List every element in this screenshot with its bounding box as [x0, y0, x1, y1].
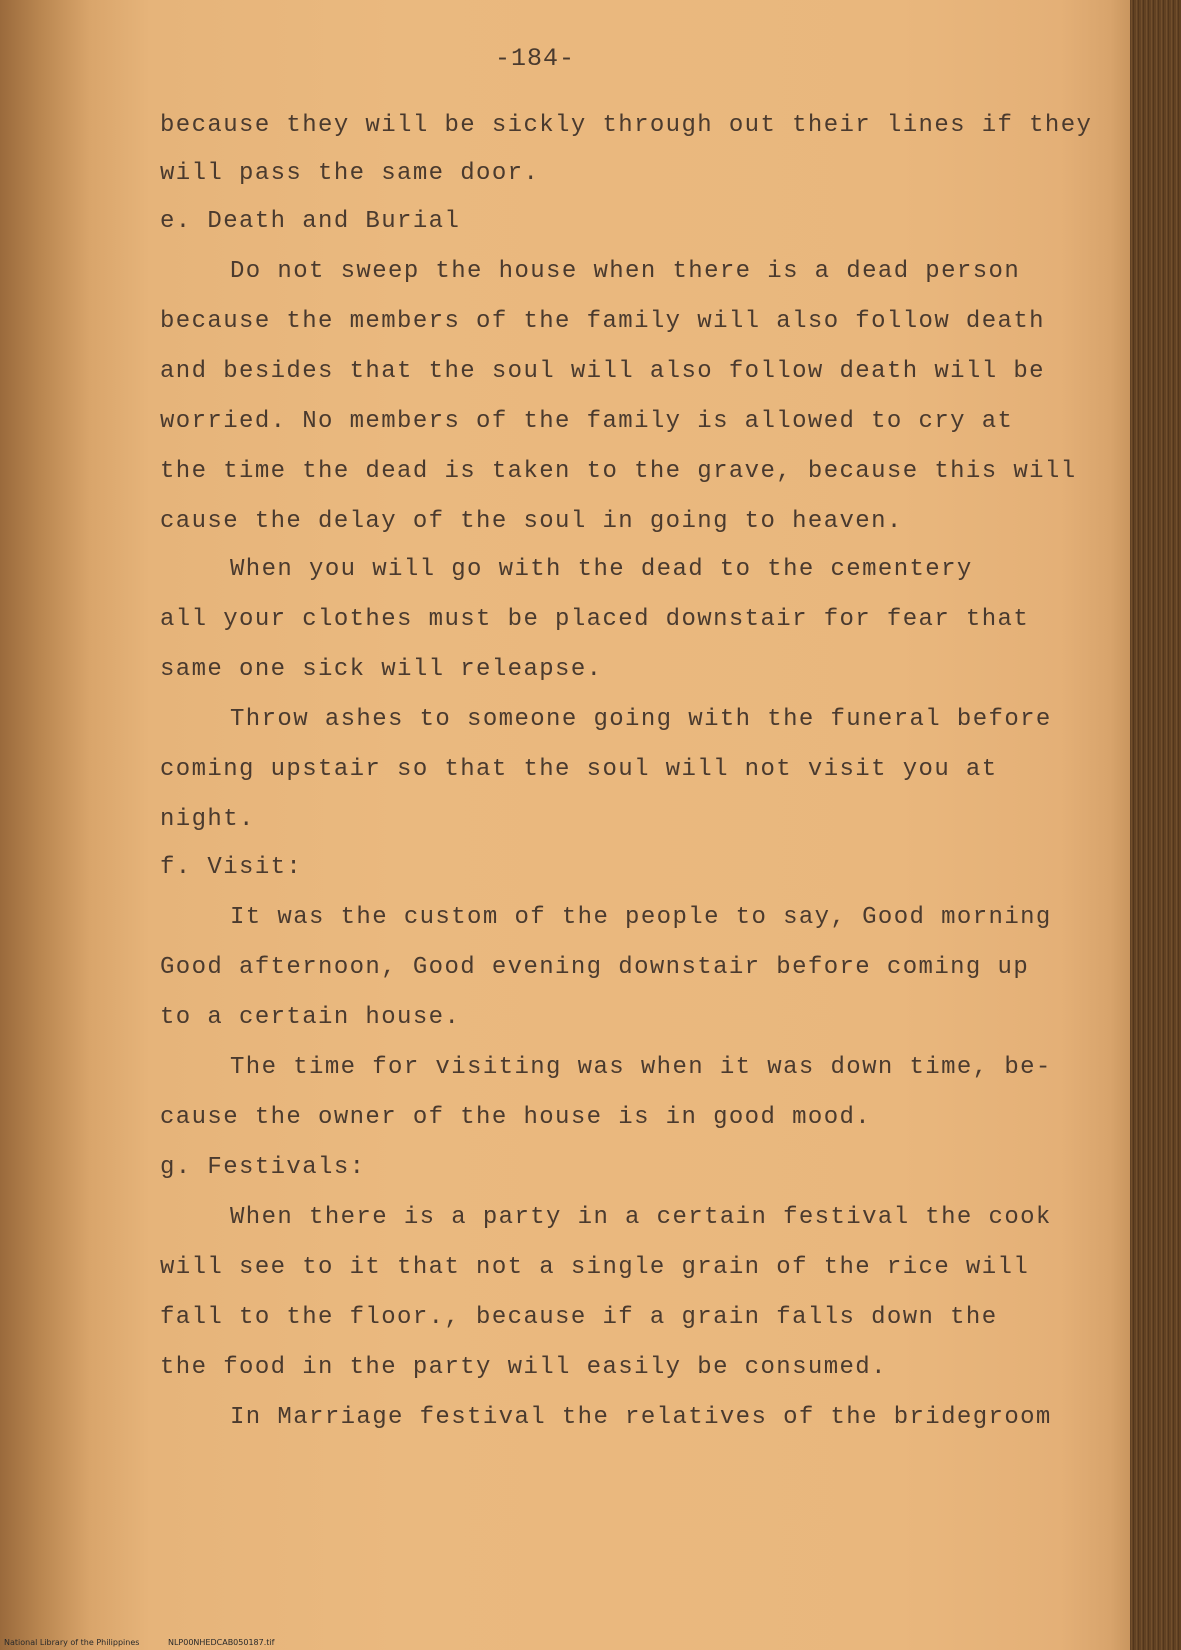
text-line: will see to it that not a single grain of the rice will	[160, 1254, 1030, 1281]
text-line: When you will go with the dead to the cementery	[230, 556, 973, 583]
book-page-edges	[1130, 0, 1181, 1650]
text-line: Good afternoon, Good evening downstair before coming up	[160, 954, 1030, 981]
text-line: to a certain house.	[160, 1004, 461, 1031]
text-line: because they will be sickly through out their lines if they	[160, 112, 1093, 139]
page-number: -184-	[494, 44, 575, 73]
text-line: the time the dead is taken to the grave, because this will	[160, 458, 1077, 485]
scan-footer	[4, 1638, 300, 1647]
text-line: cause the delay of the soul in going to heaven.	[160, 508, 903, 535]
text-line: all your clothes must be placed downstair for fear that	[160, 606, 1030, 633]
text-line: coming upstair so that the soul will not visit you at	[160, 756, 998, 783]
section-heading: f. Visit:	[160, 854, 303, 881]
text-line: and besides that the soul will also follow death will be	[160, 358, 1045, 385]
text-line: The time for visiting was when it was down time, be-	[230, 1054, 1052, 1081]
text-line: When there is a party in a certain festival the cook	[230, 1204, 1052, 1231]
text-line: same one sick will releapse.	[160, 656, 603, 683]
text-line: because the members of the family will also follow death	[160, 308, 1045, 335]
section-heading: g. Festivals:	[160, 1154, 366, 1181]
text-line: It was the custom of the people to say, Good morning	[230, 904, 1052, 931]
section-heading: e. Death and Burial	[160, 208, 461, 235]
text-line: worried. No members of the family is allowed to cry at	[160, 408, 1014, 435]
text-line: fall to the floor., because if a grain falls down the	[160, 1304, 998, 1331]
text-line: will pass the same door.	[160, 160, 540, 187]
text-line: Do not sweep the house when there is a dead person	[230, 258, 1021, 285]
text-line: cause the owner of the house is in good mood.	[160, 1104, 872, 1131]
text-line: night.	[160, 806, 255, 833]
footer-filename: NLP00NHEDCAB050187.tif	[167, 1638, 275, 1647]
text-line: Throw ashes to someone going with the funeral before	[230, 706, 1052, 733]
text-line: the food in the party will easily be consumed.	[160, 1354, 887, 1381]
footer-institution: National Library of the Philippines	[4, 1638, 140, 1647]
text-line: In Marriage festival the relatives of the bridegroom	[230, 1404, 1052, 1431]
